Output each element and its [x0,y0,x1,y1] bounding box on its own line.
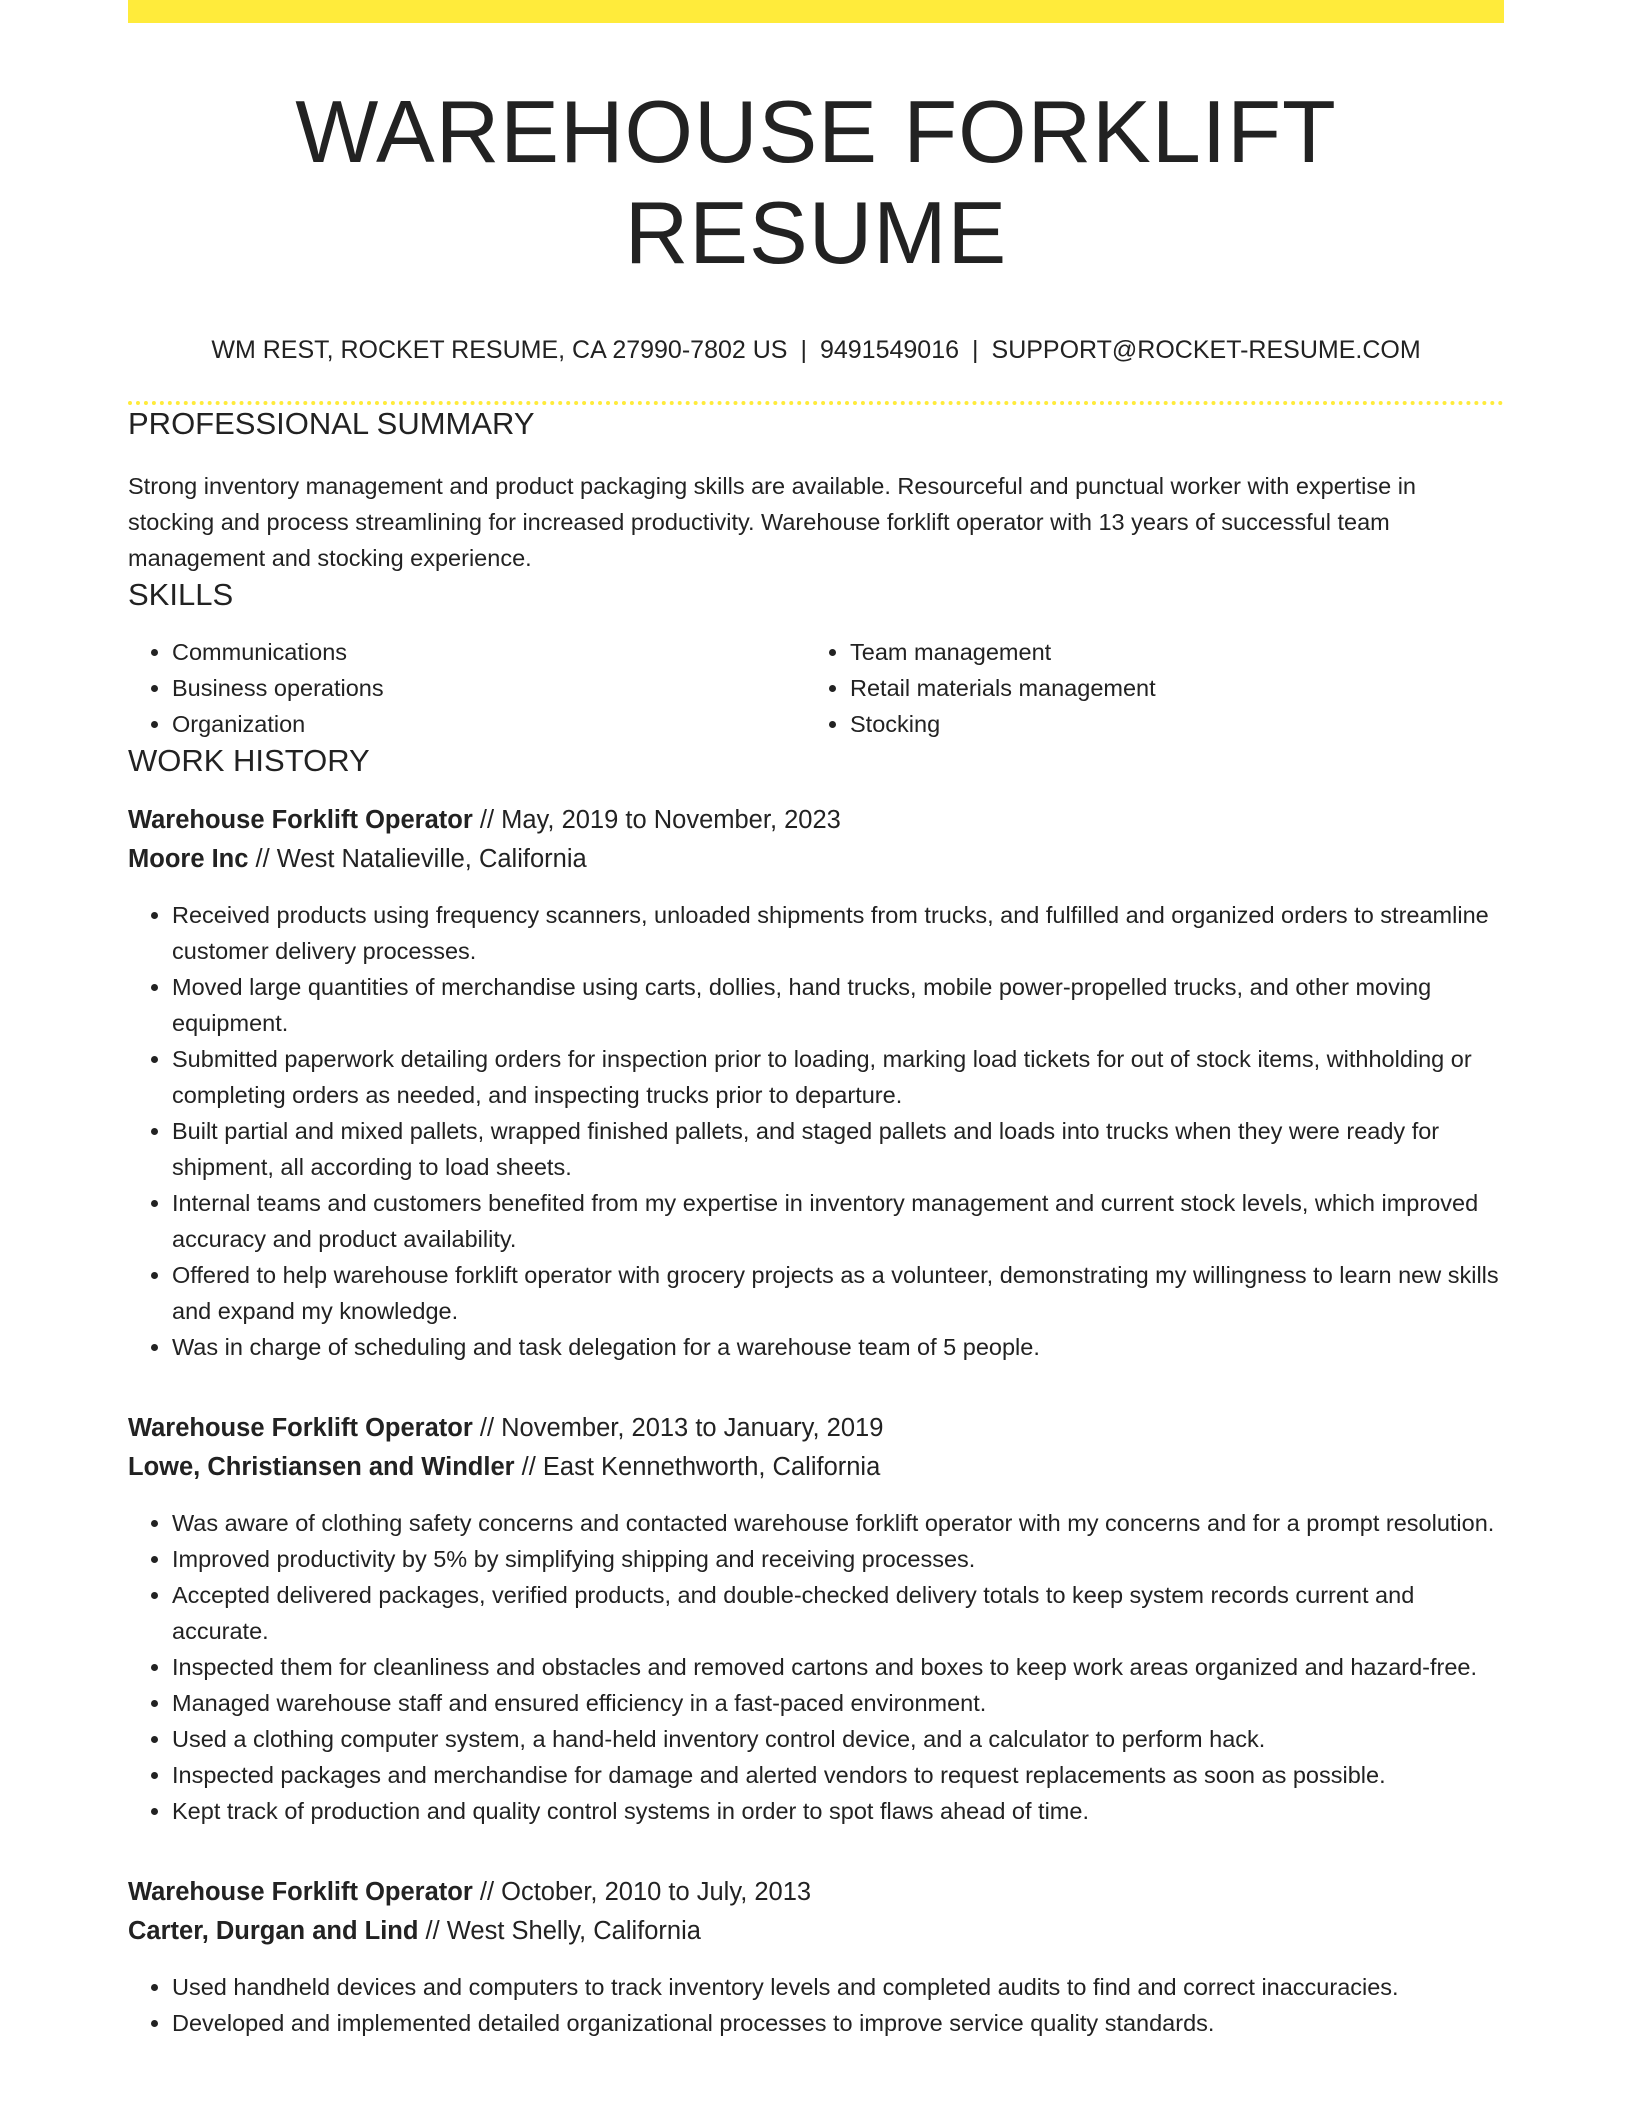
summary-text: Strong inventory management and product packaging skills are available. Resourceful and punctual worker with expertise in stocking and process streamlining for increased productivity. Warehouse forklift operator with 13 years of successful team management and stocking experience. [128,472,1416,571]
skill-item: • Communications [172,634,806,670]
skill-item: • Organization [172,706,806,742]
job-bullets [128,897,1504,1365]
skill-item: • Team management [850,634,1484,670]
job-bullet: • Internal teams and customers benefited from my expertise in inventory management and current stock levels, which improved accuracy and product availability. [172,1185,1504,1257]
job-title-line [128,1873,1504,1912]
job-location: // East Kennethworth, California [514,1452,881,1481]
job-bullet: • Offered to help warehouse forklift operator with grocery projects as a volunteer, demonstrating my willingness to learn new skills and expand my knowledge. [172,1257,1504,1329]
job-company-line [128,1912,1504,1951]
job-dates: // October, 2010 to July, 2013 [472,1877,812,1906]
resume-page [128,0,1504,2041]
contact-address: WM REST, ROCKET RESUME, CA 27990-7802 US [211,336,788,365]
job-company-line [128,1448,1504,1487]
resume-name: WAREHOUSE FORKLIFT RESUME [295,82,1337,283]
job-company: Lowe, Christiansen and Windler [128,1452,515,1481]
job-title-line [128,1409,1504,1448]
job-bullet: • Used handheld devices and computers to track inventory levels and completed audits to find and correct inaccuracies. [172,1969,1504,2005]
job-company-line [128,840,1504,879]
top-accent-bar [128,0,1504,23]
skills-column-right [806,634,1484,742]
job-dates: // May, 2019 to November, 2023 [472,805,841,834]
job-title-line [128,801,1504,840]
job-bullet: • Was in charge of scheduling and task delegation for a warehouse team of 5 people. [172,1329,1504,1365]
job-bullets [128,1505,1504,1829]
job-title: Warehouse Forklift Operator [128,805,473,834]
job-bullet: • Used a clothing computer system, a hand-held inventory control device, and a calculator to perform hack. [172,1721,1504,1757]
job-bullet: • Accepted delivered packages, verified products, and double-checked delivery totals to keep system records current and accurate. [172,1577,1504,1649]
job-bullet: • Inspected packages and merchandise for damage and alerted vendors to request replacements as soon as possible. [172,1757,1504,1793]
job-bullet: • Submitted paperwork detailing orders for inspection prior to loading, marking load tickets for out of stock items, withholding or completing orders as needed, and inspecting trucks prior to departure. [172,1041,1504,1113]
job-bullet: • Developed and implemented detailed organizational processes to improve service quality standards. [172,2005,1504,2041]
job-bullet: • Built partial and mixed pallets, wrapped finished pallets, and staged pallets and loads into trucks when they were ready for shipment, all according to load sheets. [172,1113,1504,1185]
job-bullet: • Inspected them for cleanliness and obstacles and removed cartons and boxes to keep work areas organized and hazard-free. [172,1649,1504,1685]
job-title: Warehouse Forklift Operator [128,1413,473,1442]
job-bullet: • Moved large quantities of merchandise using carts, dollies, hand trucks, mobile power-propelled trucks, and other moving equipment. [172,969,1504,1041]
skill-item: • Retail materials management [850,670,1484,706]
contact-separator: | [972,336,979,365]
summary-heading: PROFESSIONAL SUMMARY [128,406,535,442]
contact-phone: 9491549016 [819,336,960,365]
job-bullet: • Received products using frequency scanners, unloaded shipments from trucks, and fulfilled and organized orders to streamline customer delivery processes. [172,897,1504,969]
job-location: // West Shelly, California [418,1916,701,1945]
job-location: // West Natalieville, California [248,844,587,873]
job-title: Warehouse Forklift Operator [128,1877,473,1906]
job-bullet: • Managed warehouse staff and ensured efficiency in a fast-paced environment. [172,1685,1504,1721]
job-company: Carter, Durgan and Lind [128,1916,419,1945]
job-dates: // November, 2013 to January, 2019 [472,1413,884,1442]
contact-line [128,335,1504,365]
job-bullet: • Was aware of clothing safety concerns and contacted warehouse forklift operator with my concerns and for a prompt resolution. [172,1505,1504,1541]
job-company: Moore Inc [128,844,249,873]
skill-item: • Business operations [172,670,806,706]
job-bullet: • Kept track of production and quality control systems in order to spot flaws ahead of time. [172,1793,1504,1829]
job-bullets [128,1969,1504,2041]
contact-separator: | [800,336,807,365]
work-history-heading: WORK HISTORY [128,742,370,778]
skills-column-left [128,634,806,742]
contact-email: SUPPORT@ROCKET-RESUME.COM [991,336,1421,365]
skills-grid [128,634,1504,742]
job-bullet: • Improved productivity by 5% by simplifying shipping and receiving processes. [172,1541,1504,1577]
skill-item: • Stocking [850,706,1484,742]
skills-heading: SKILLS [128,576,234,612]
